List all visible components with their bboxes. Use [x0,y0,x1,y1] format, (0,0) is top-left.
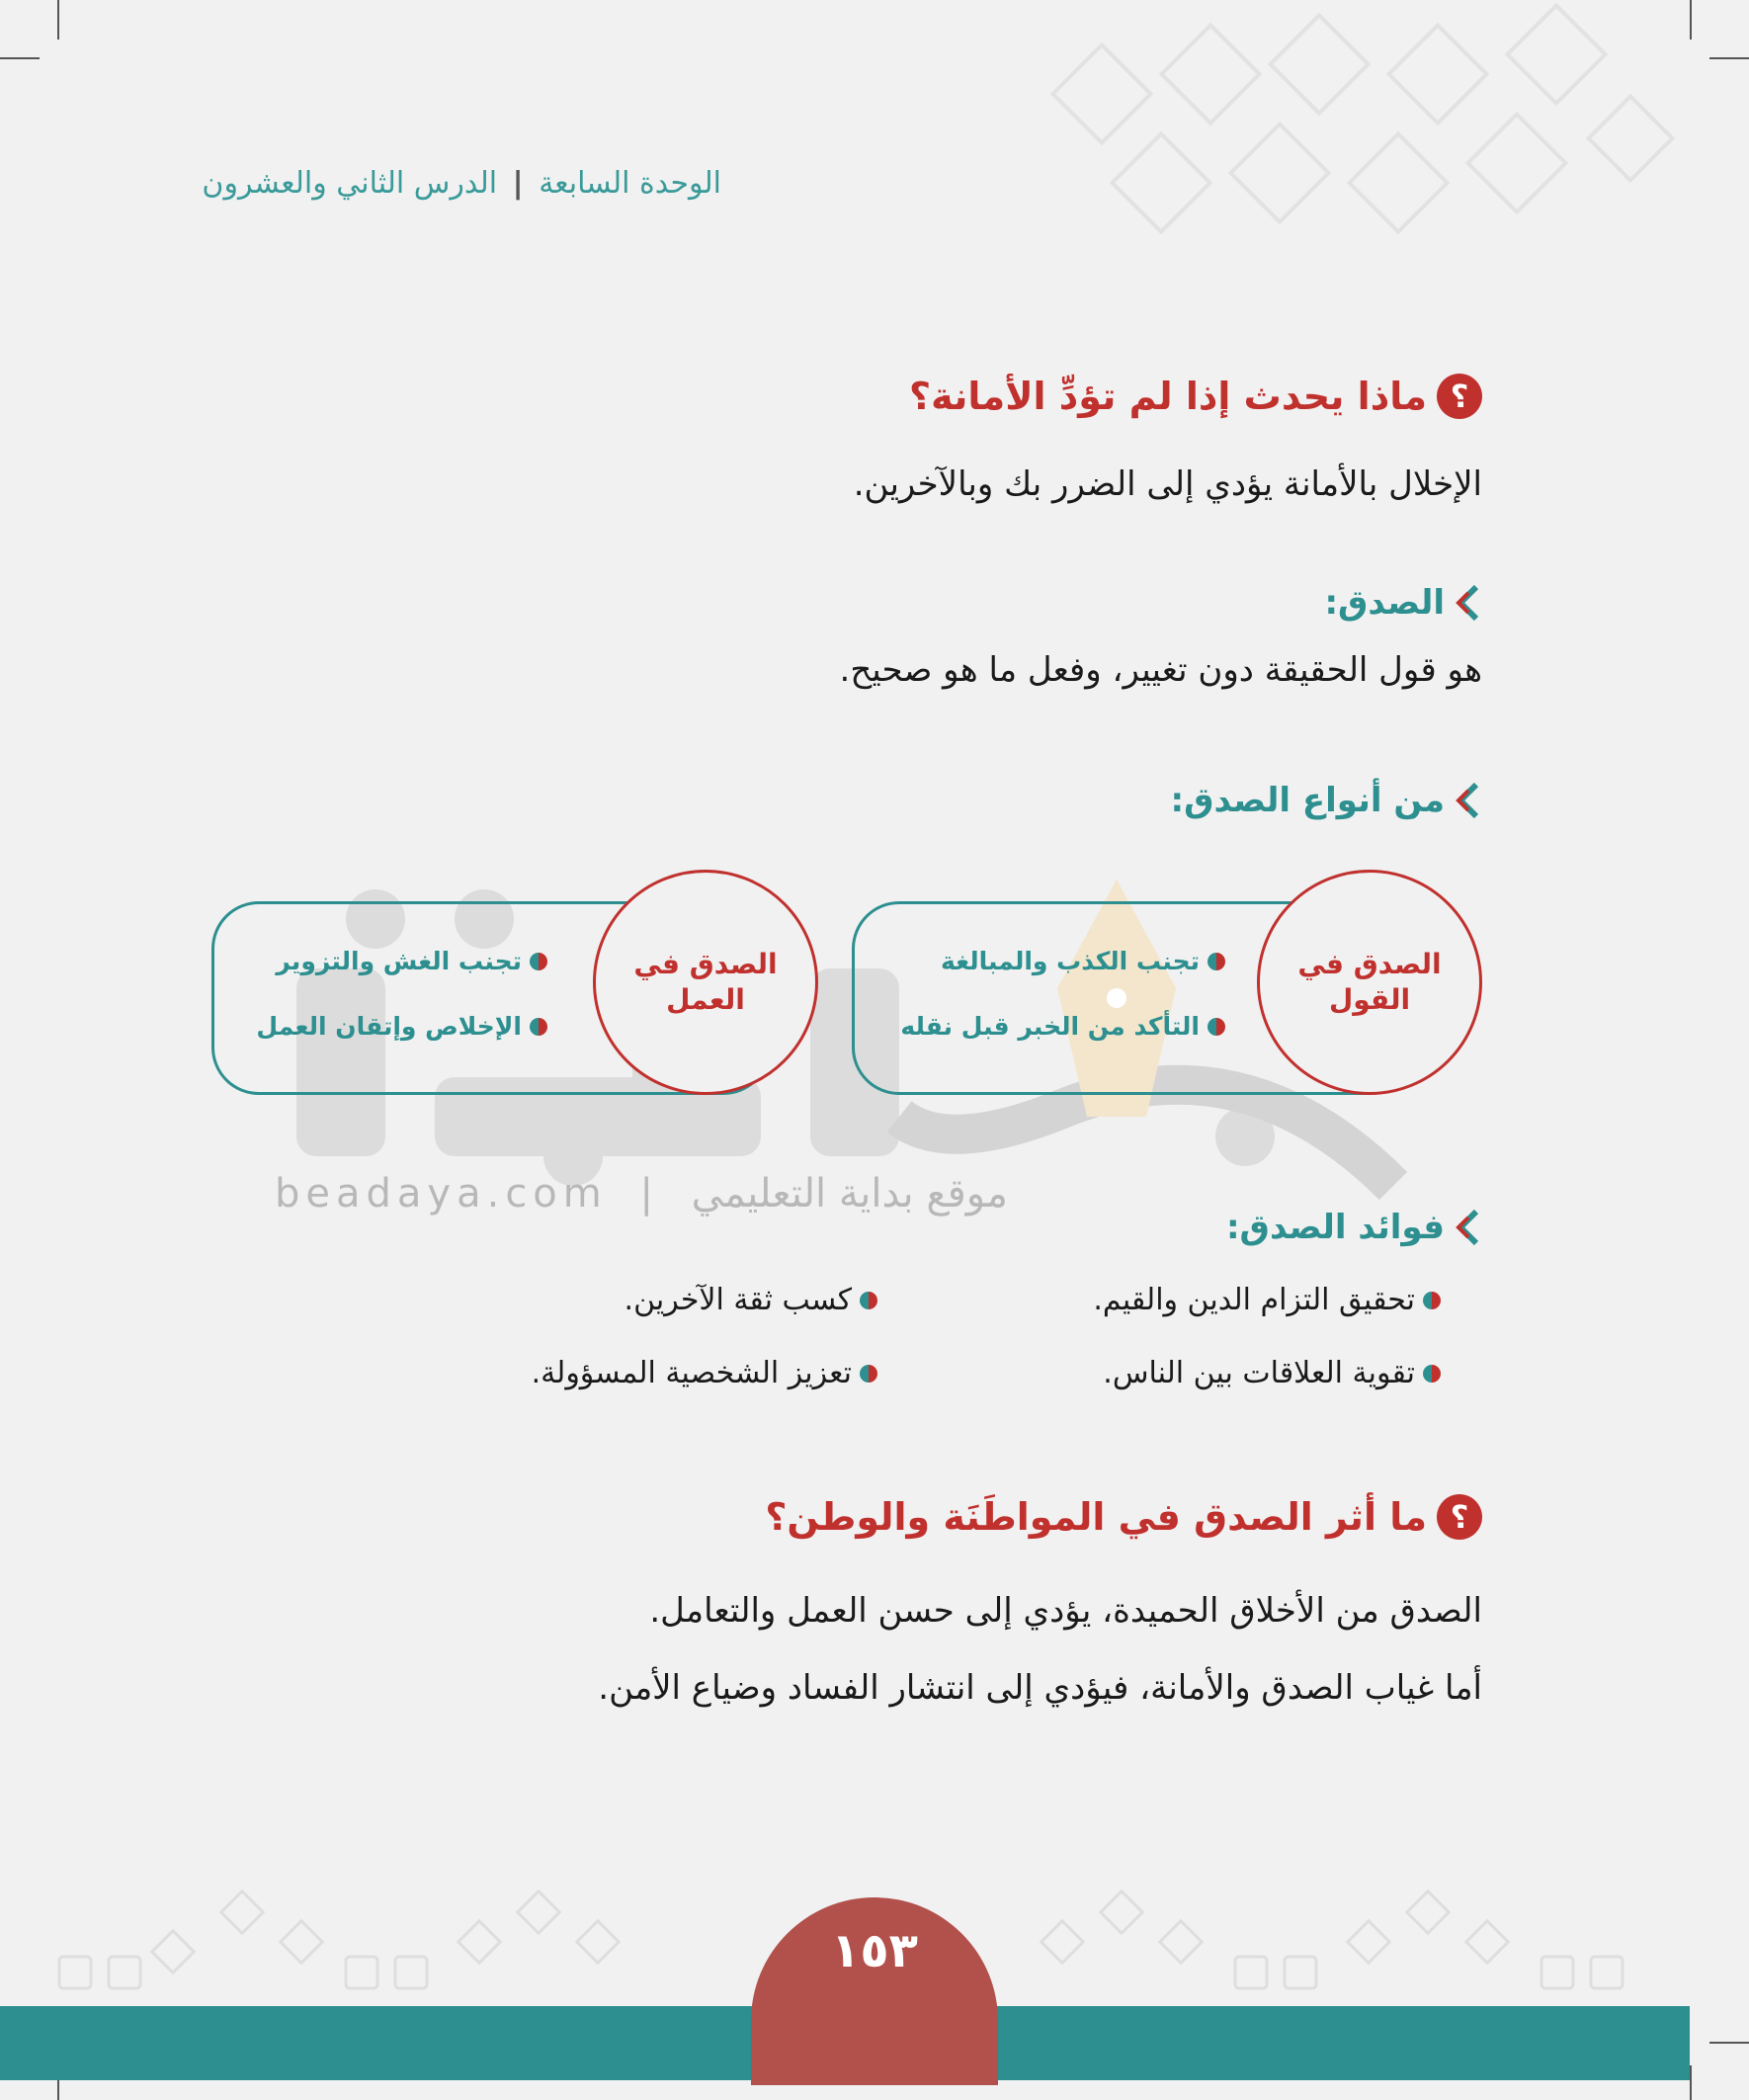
bullet-icon [1208,1018,1225,1036]
question-icon: ؟ [1437,374,1482,419]
question-heading-1 [909,374,1482,419]
crop-mark [1709,57,1749,59]
page-number: ١٥٣ [831,1923,918,1978]
section-heading-truth [1324,583,1482,623]
type-speech-item-2 [900,1012,1225,1041]
benefit-item-2 [625,1283,877,1317]
section-heading-benefits [1226,1208,1482,1247]
chevron-left-icon [1453,1210,1482,1245]
bullet-icon [530,1018,547,1036]
bullet-icon [1423,1292,1441,1309]
page-header [202,166,721,201]
type-circle-speech [1257,870,1482,1095]
crop-mark [1690,2065,1692,2100]
bullet-icon [1423,1365,1441,1383]
truth-definition: هو قول الحقيقة دون تغيير، وفعل ما هو صحيح. [839,650,1482,690]
header-lesson: الدرس الثاني والعشرون [202,166,498,201]
question-heading-2-text: ما أثر الصدق في المواطَنَة والوطن؟ [765,1495,1427,1539]
type-circle-speech-title: الصدق في القول [1297,947,1442,1016]
type-work-item-2 [256,1012,547,1041]
type-speech-item-1-text: تجنب الكذب والمبالغة [940,947,1200,975]
watermark-logo-text: بداية [257,860,259,861]
question-heading-2 [765,1494,1482,1540]
benefit-item-2-text: كسب ثقة الآخرين. [624,1283,852,1317]
type-work-item-1 [276,947,547,975]
question-2-line-2: أما غياب الصدق والأمانة، فيؤدي إلى انتشار الفساد وضياع الأمن. [598,1668,1482,1708]
section-heading-types-text: من أنواع الصدق: [1170,781,1445,820]
chevron-left-icon [1453,783,1482,818]
crop-mark [1709,2042,1749,2044]
benefit-item-4 [532,1356,877,1390]
benefit-item-1 [1093,1283,1441,1317]
crop-mark [57,0,59,40]
type-circle-work [593,870,818,1095]
benefit-item-3-text: تقوية العلاقات بين الناس. [1103,1356,1415,1390]
type-speech-item-1 [941,947,1225,975]
header-unit: الوحدة السابعة [539,166,721,201]
bullet-icon [1208,953,1225,970]
bullet-icon [530,953,547,970]
section-heading-benefits-text: فوائد الصدق: [1225,1208,1445,1247]
bullet-icon [860,1292,877,1309]
type-work-item-1-text: تجنب الغش والتزوير [276,947,522,975]
decorative-pattern [1028,0,1690,257]
question-1-answer: الإخلال بالأمانة يؤدي إلى الضرر بك وبالآخرين. [853,464,1482,504]
watermark-separator: | [639,1171,659,1217]
crop-mark [1690,0,1692,40]
watermark-site [275,1171,1008,1217]
watermark-tagline: موقع بداية التعليمي [691,1171,1008,1217]
section-heading-truth-text: الصدق: [1324,583,1445,623]
type-work-item-2-text: الإخلاص وإتقان العمل [256,1012,522,1041]
type-circle-work-title: الصدق في العمل [633,947,778,1016]
chevron-left-icon [1453,585,1482,621]
question-icon: ؟ [1437,1494,1482,1540]
watermark-site-url: beadaya.com [275,1171,608,1217]
benefit-item-1-text: تحقيق التزام الدين والقيم. [1093,1283,1415,1317]
bullet-icon [860,1365,877,1383]
question-2-line-1: الصدق من الأخلاق الحميدة، يؤدي إلى حسن العمل والتعامل. [649,1591,1482,1631]
crop-mark [0,57,40,59]
header-separator: | [512,166,524,201]
type-speech-item-2-text: التأكد من الخبر قبل نقله [900,1012,1200,1041]
question-heading-1-text: ماذا يحدث إذا لم تؤدِّ الأمانة؟ [909,375,1427,418]
section-heading-types [1171,781,1483,820]
benefit-item-3 [1103,1356,1441,1390]
benefit-item-4-text: تعزيز الشخصية المسؤولة. [531,1356,852,1390]
